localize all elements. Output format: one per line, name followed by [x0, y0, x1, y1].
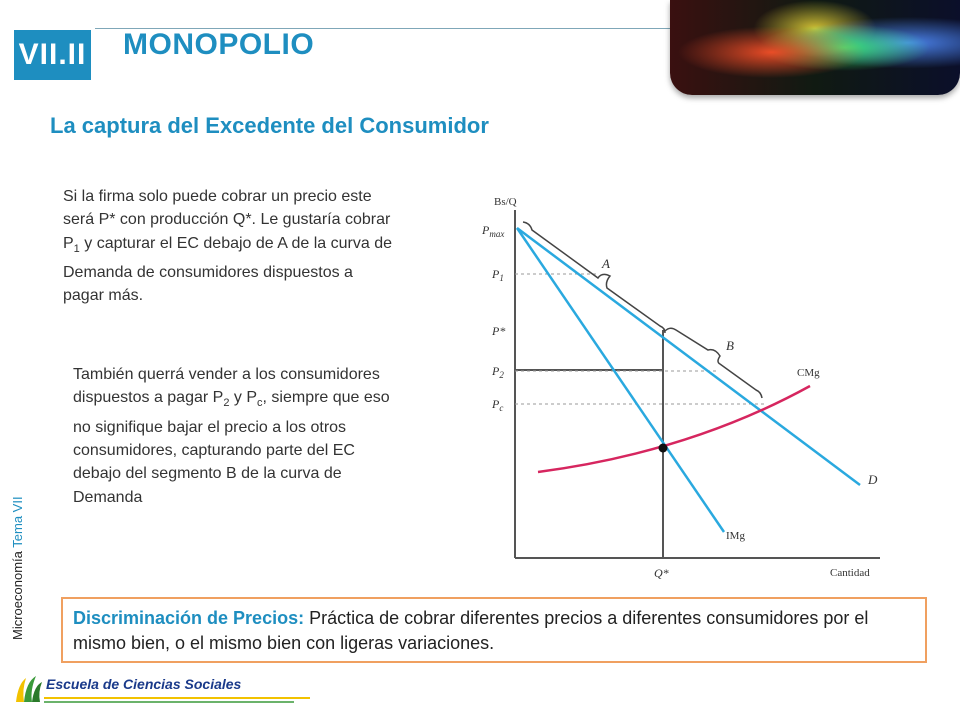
y-axis-label: Bs/Q	[494, 196, 517, 208]
mr-mc-intersection-point	[659, 444, 668, 453]
chapter-badge	[14, 30, 91, 80]
paragraph2-sub-2: c	[257, 397, 263, 410]
paragraph2-text-2: y P	[229, 389, 258, 407]
paragraph2-sub-1: 2	[223, 397, 230, 410]
definition-text: Práctica de cobrar diferentes precios a diferentes consumidores por el mismo bien, o el mismo bien con ligeras variaciones.	[73, 608, 869, 653]
segment-a-label: A	[602, 256, 610, 271]
course-topic: Tema VII	[10, 496, 25, 548]
course-name: Microeconomía	[10, 551, 25, 640]
marginal-revenue-label: IMg	[726, 530, 745, 542]
x-axis-label: Cantidad	[830, 567, 870, 579]
monopoly-diagram	[460, 180, 900, 590]
demand-label: D	[868, 472, 878, 487]
price-label-p2: $P_2$	[492, 364, 504, 380]
paragraph2-text-1: También querrá vender a los consumidores dispuestos a pagar P	[73, 366, 380, 407]
price-label-pc: $P_c$	[492, 397, 504, 413]
explanation-paragraph-1	[63, 185, 393, 308]
explanation-paragraph-2	[73, 363, 393, 509]
marginal-revenue-curve	[517, 228, 724, 532]
chapter-number: VII.II	[18, 38, 87, 71]
section-subtitle: La captura del Excedente del Consumidor	[50, 113, 489, 138]
definition-term: Discriminación de Precios:	[73, 608, 305, 628]
leaf-icon	[32, 682, 42, 702]
marginal-cost-label: CMg	[797, 367, 820, 379]
paragraph2-text-3: , siempre que eso no signifique bajar el precio a los otros consumidores, capturando parte del EC debajo del segmento B de la curva de Demanda	[73, 389, 390, 506]
price-label-p1: $P_1$	[492, 267, 504, 283]
definition-box	[61, 597, 927, 663]
demand-curve	[517, 228, 860, 485]
paragraph1-text-2: y capturar el EC debajo de A de la curva de Demanda de consumidores dispuestos a pagar más.	[63, 234, 392, 305]
vertical-course-label	[10, 496, 25, 640]
price-label-pmax: $P_{max}$	[482, 223, 505, 239]
qstar-label: Q*	[654, 566, 669, 580]
price-label-pstar: P*	[492, 324, 506, 338]
brace-a	[523, 222, 665, 333]
brace-b	[665, 328, 762, 398]
paragraph1-text-1: Si la firma solo puede cobrar un precio este será P* con producción Q*. Le gustaría cobrar P	[63, 188, 391, 252]
paragraph1-sub-1: 1	[73, 242, 80, 255]
slide-title: MONOPOLIO	[123, 28, 315, 61]
decorative-header-image	[670, 0, 960, 95]
segment-b-label: B	[726, 338, 734, 353]
school-name: Escuela de Ciencias Sociales	[46, 676, 242, 692]
